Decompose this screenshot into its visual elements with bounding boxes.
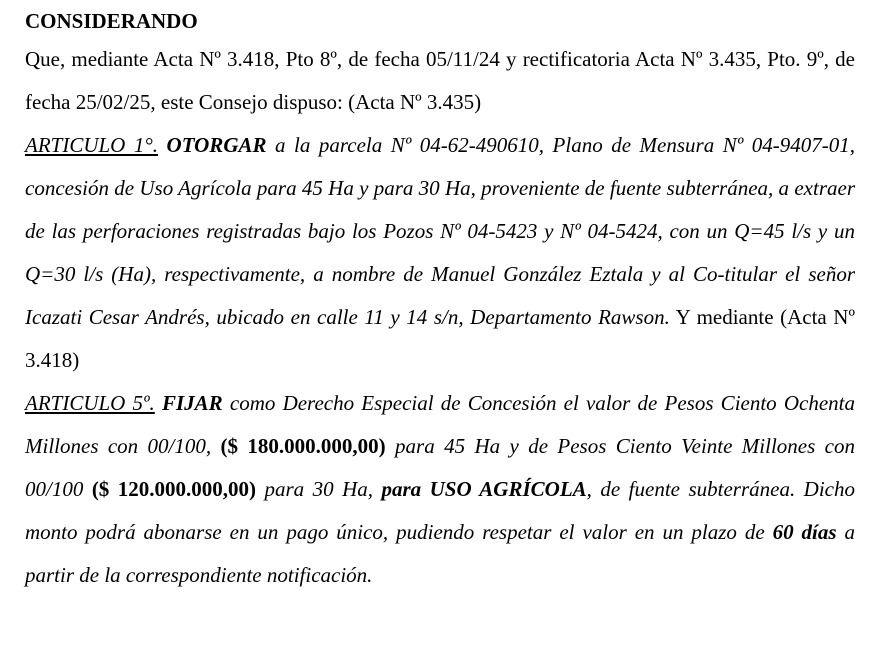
article-5-days: 60 días [772, 520, 837, 544]
article-5-text-1: como Derecho Especial de Concesión el valor de Pesos Ciento Ochenta Millones con 00/100, [25, 391, 856, 458]
connector-text: Y mediante (Acta Nº 3.418) [25, 305, 855, 372]
article-5-text-4: , de fuente subterránea. Dicho monto podrá abonarse en un pago único, pudiendo respetar el valor en un plazo de [25, 477, 855, 544]
considerando-paragraph [25, 38, 855, 597]
intro-text: Que, mediante Acta Nº 3.418, Pto 8º, de fecha 05/11/24 y rectificatoria Acta Nº 3.435, Pto. 9º, de fecha 25/02/25, este Consejo dispuso: (Acta Nº 3.435) [25, 47, 855, 114]
article-5-verb: FIJAR [162, 391, 223, 415]
article-5-amount-1: ($ 180.000.000,00) [220, 434, 386, 458]
article-5-label: ARTICULO 5º. [25, 391, 155, 415]
section-heading: CONSIDERANDO [25, 9, 198, 33]
document-body [25, 8, 855, 597]
article-5-text-5: a partir de la correspondiente notificación. [25, 520, 855, 587]
article-5-use: para USO AGRÍCOLA [381, 477, 587, 501]
article-5-text-2: para 45 Ha y de Pesos Ciento Veinte Millones con 00/100 [25, 434, 855, 501]
article-1-verb: OTORGAR [166, 133, 267, 157]
article-1-text: a la parcela Nº 04-62-490610, Plano de Mensura Nº 04-9407-01, concesión de Uso Agrícola para 45 Ha y para 30 Ha, proveniente de fuente subterránea, a extraer de las perforaciones registradas bajo los Pozos Nº 04-5423 y Nº 04-5424, con un Q=45 l/s y un Q=30 l/s (Ha), respectivamente, a nombre de Manuel González Eztala y al Co-titular el señor Icazati Cesar Andrés, ubicado en calle 11 y 14 s/n, Departamento Rawson. [25, 133, 855, 329]
article-5-text-3: para 30 Ha, [256, 477, 382, 501]
article-5-amount-2: ($ 120.000.000,00) [91, 477, 257, 501]
article-1-label: ARTICULO 1°. [25, 133, 159, 157]
